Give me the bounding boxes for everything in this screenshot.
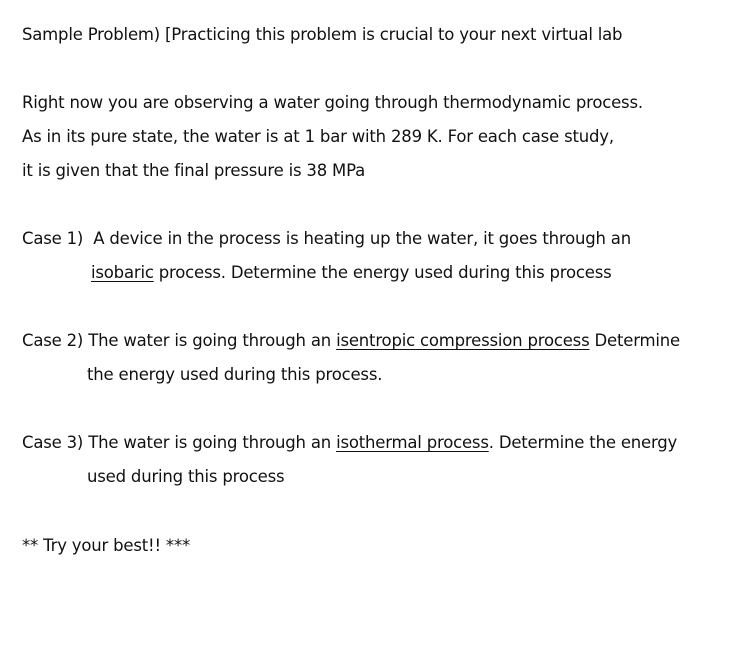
case-2-text-line-2: the energy used during this process. [87, 365, 383, 384]
case-2-label: Case 2) [22, 331, 84, 350]
closing-line [22, 536, 190, 556]
intro-line-3 [22, 161, 365, 181]
case-1-text: A device in the process is heating up the water, it goes through an [93, 229, 631, 248]
case-3-text-prefix: The water is going through an [88, 433, 337, 452]
case-1-line-2 [91, 263, 612, 283]
intro-line-1 [22, 93, 643, 113]
problem-title [22, 25, 622, 45]
case-3-line-1 [22, 433, 677, 453]
case-1-underlined-term: isobaric [91, 263, 154, 282]
case-3-label: Case 3) [22, 433, 84, 452]
case-1-line-1 [22, 229, 631, 249]
case-2-line-2 [87, 365, 382, 385]
closing-suffix: *** [165, 536, 191, 555]
case-3-line-2 [87, 467, 284, 487]
case-2-line-1 [22, 331, 680, 351]
case-1-label: Case 1) [22, 229, 84, 248]
intro-line-2 [22, 127, 614, 147]
case-3-text-line-2: used during this process [87, 467, 285, 486]
case-2-text-suffix: Determine [589, 331, 680, 350]
case-2-underlined-term: isentropic compression process [336, 331, 590, 350]
closing-prefix: ** [22, 536, 39, 555]
intro-line-1-text: Right now you are observing a water going through thermodynamic process. [22, 93, 643, 112]
case-3-text-suffix: . Determine the energy [488, 433, 678, 452]
case-1-text-rest: process. Determine the energy used during this process [153, 263, 612, 282]
intro-line-3-text: it is given that the final pressure is 38 MPa [22, 161, 366, 180]
intro-line-2-text: As in its pure state, the water is at 1 bar with 289 K. For each case study, [22, 127, 614, 146]
closing-text: Try your best!! [43, 536, 161, 555]
case-3-underlined-term: isothermal process [336, 433, 489, 452]
case-2-text-prefix: The water is going through an [88, 331, 337, 350]
problem-title-text: Sample Problem) [Practicing this problem is crucial to your next virtual lab [22, 25, 623, 44]
